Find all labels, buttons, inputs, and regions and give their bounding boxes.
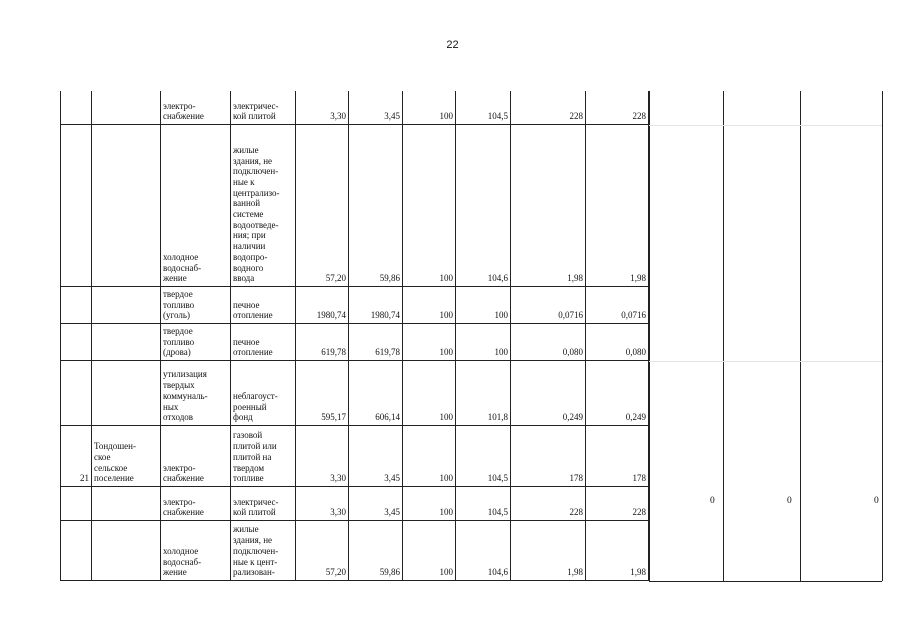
table-cell-settlement bbox=[92, 426, 161, 487]
table-cell-num bbox=[60, 426, 92, 487]
cell-text-v2: 619,78 bbox=[375, 347, 400, 358]
table-cell-v2 bbox=[349, 91, 403, 125]
table-cell-p2 bbox=[456, 125, 511, 287]
cell-text-service: электро- снабжение bbox=[163, 100, 204, 122]
cell-text-p1: 100 bbox=[439, 412, 453, 423]
cell-text-p2: 100 bbox=[494, 310, 508, 321]
table-cell-n1 bbox=[511, 426, 586, 487]
cell-text-category: газовой плитой или плитой на твердом топливе bbox=[233, 430, 277, 484]
table-cell-v2 bbox=[349, 487, 403, 521]
table-cell-service bbox=[161, 426, 231, 487]
table-cell-v1 bbox=[296, 287, 349, 324]
cell-text-p1: 100 bbox=[439, 347, 453, 358]
table-cell-service bbox=[161, 287, 231, 324]
cell-text-category: жилые здания, не подключен- ные к централизо- ванной системе водоотведе- ния; при наличии водопро- водного ввода bbox=[233, 144, 280, 284]
cell-text-category: печное отопление bbox=[233, 299, 273, 321]
table-cell-n1 bbox=[511, 287, 586, 324]
table-cell-num bbox=[60, 91, 92, 125]
cell-text-v1: 3,30 bbox=[330, 111, 346, 122]
table-cell-num bbox=[60, 125, 92, 287]
table-cell-n1 bbox=[511, 487, 586, 521]
table-cell-v1 bbox=[296, 521, 349, 581]
cell-text-p2: 104,5 bbox=[487, 507, 508, 518]
table-cell-p2 bbox=[456, 487, 511, 521]
table-cell-category bbox=[231, 521, 296, 581]
table-cell-settlement bbox=[92, 91, 161, 125]
table-cell-n2 bbox=[586, 487, 649, 521]
cell-text-n2: 228 bbox=[632, 507, 646, 518]
table-vertical-rule bbox=[800, 91, 801, 581]
cell-text-v1: 619,78 bbox=[321, 347, 346, 358]
table-cell-category bbox=[231, 487, 296, 521]
table-cell-category bbox=[231, 426, 296, 487]
table-cell-p2 bbox=[456, 324, 511, 361]
table-cell-service bbox=[161, 324, 231, 361]
cell-text-n2: 178 bbox=[632, 473, 646, 484]
cell-text-num: 21 bbox=[80, 473, 89, 484]
table-cell-n2 bbox=[586, 361, 649, 426]
table-cell-p1 bbox=[403, 426, 456, 487]
cell-text-v1: 1980,74 bbox=[316, 310, 346, 321]
table-vertical-rule bbox=[723, 91, 724, 581]
table-cell-n2 bbox=[586, 125, 649, 287]
table-cell-v2 bbox=[349, 125, 403, 287]
table-cell-n1 bbox=[511, 324, 586, 361]
table-cell-n2 bbox=[586, 287, 649, 324]
table-cell-v2 bbox=[349, 324, 403, 361]
cell-text-v1: 3,30 bbox=[330, 473, 346, 484]
table-cell-service bbox=[161, 361, 231, 426]
table-vertical-rule bbox=[649, 91, 650, 581]
cell-text-v2: 1980,74 bbox=[370, 310, 400, 321]
cell-text-n2: 1,98 bbox=[630, 567, 646, 578]
cell-text-category: неблагоуст- роенный фонд bbox=[233, 390, 278, 423]
cell-text-p2: 101,8 bbox=[487, 412, 508, 423]
table-cell-v1 bbox=[296, 324, 349, 361]
cell-text-n2: 0,249 bbox=[625, 412, 646, 423]
table-cell-service bbox=[161, 91, 231, 125]
table-cell-category bbox=[231, 361, 296, 426]
table-cell-num bbox=[60, 361, 92, 426]
cell-text-settlement: Тондошен- ское сельское поселение bbox=[94, 441, 136, 484]
cell-text-v1: 3,30 bbox=[330, 507, 346, 518]
table-cell-category bbox=[231, 91, 296, 125]
cell-text-v2: 59,86 bbox=[379, 567, 400, 578]
cell-text-v2: 3,45 bbox=[384, 473, 400, 484]
cell-text-v1: 57,20 bbox=[325, 273, 346, 284]
table-cell-n2 bbox=[586, 91, 649, 125]
table-horizontal-rule bbox=[649, 581, 882, 582]
table-cell-v1 bbox=[296, 125, 349, 287]
cell-text-service: электро- снабжение bbox=[163, 462, 204, 484]
table-cell-settlement bbox=[92, 287, 161, 324]
table-cell-v1 bbox=[296, 91, 349, 125]
table-cell-n1 bbox=[511, 125, 586, 287]
cell-text-v2: 3,45 bbox=[384, 111, 400, 122]
extra-column-value: 0 bbox=[710, 496, 715, 506]
cell-text-n1: 178 bbox=[569, 473, 583, 484]
table-cell-p1 bbox=[403, 125, 456, 287]
table-cell-service bbox=[161, 521, 231, 581]
cell-text-service: холодное водоснаб- жение bbox=[163, 545, 202, 578]
cell-text-n1: 1,98 bbox=[567, 567, 583, 578]
cell-text-n2: 228 bbox=[632, 111, 646, 122]
table-cell-n2 bbox=[586, 426, 649, 487]
cell-text-n1: 1,98 bbox=[567, 273, 583, 284]
table-cell-category bbox=[231, 287, 296, 324]
table-cell-p1 bbox=[403, 324, 456, 361]
table-cell-p1 bbox=[403, 487, 456, 521]
cell-text-p2: 104,6 bbox=[487, 567, 508, 578]
cell-text-n2: 0,080 bbox=[625, 347, 646, 358]
cell-text-n2: 0,0716 bbox=[621, 310, 646, 321]
table-cell-num bbox=[60, 324, 92, 361]
cell-text-n1: 0,080 bbox=[562, 347, 583, 358]
cell-text-p1: 100 bbox=[439, 273, 453, 284]
cell-text-p1: 100 bbox=[439, 310, 453, 321]
table-cell-n2 bbox=[586, 521, 649, 581]
table-cell-v2 bbox=[349, 361, 403, 426]
cell-text-v2: 3,45 bbox=[384, 507, 400, 518]
table-cell-p1 bbox=[403, 361, 456, 426]
table-cell-v2 bbox=[349, 287, 403, 324]
cell-text-p1: 100 bbox=[439, 111, 453, 122]
cell-text-category: жилые здания, не подключен- ные к цент- рализован- bbox=[233, 524, 279, 578]
cell-text-service: утилизация твердых коммуналь- ных отходов bbox=[163, 369, 208, 423]
table-cell-p2 bbox=[456, 361, 511, 426]
table-cell-p1 bbox=[403, 287, 456, 324]
cell-text-p2: 104,5 bbox=[487, 473, 508, 484]
cell-text-v1: 595,17 bbox=[321, 412, 346, 423]
table-cell-settlement bbox=[92, 361, 161, 426]
cell-text-v1: 57,20 bbox=[325, 567, 346, 578]
cell-text-p1: 100 bbox=[439, 507, 453, 518]
table-cell-v1 bbox=[296, 487, 349, 521]
table-cell-num bbox=[60, 487, 92, 521]
table-cell-n2 bbox=[586, 324, 649, 361]
table-cell-num bbox=[60, 521, 92, 581]
cell-text-n1: 0,0716 bbox=[558, 310, 583, 321]
cell-text-p1: 100 bbox=[439, 567, 453, 578]
cell-text-v2: 606,14 bbox=[375, 412, 400, 423]
table-vertical-rule bbox=[882, 91, 883, 581]
table-cell-v1 bbox=[296, 361, 349, 426]
cell-text-service: электро- снабжение bbox=[163, 496, 204, 518]
table-cell-service bbox=[161, 487, 231, 521]
table-cell-p1 bbox=[403, 521, 456, 581]
cell-text-n1: 228 bbox=[569, 507, 583, 518]
tariff-table bbox=[60, 91, 882, 581]
cell-text-service: холодное водоснаб- жение bbox=[163, 251, 202, 284]
table-horizontal-rule bbox=[649, 125, 882, 126]
cell-text-category: электричес- кой плитой bbox=[233, 100, 279, 122]
table-cell-p2 bbox=[456, 287, 511, 324]
page-number: 22 bbox=[446, 39, 459, 51]
cell-text-n1: 228 bbox=[569, 111, 583, 122]
cell-text-category: электричес- кой плитой bbox=[233, 496, 279, 518]
table-cell-p2 bbox=[456, 426, 511, 487]
table-cell-category bbox=[231, 125, 296, 287]
table-cell-num bbox=[60, 287, 92, 324]
cell-text-p1: 100 bbox=[439, 473, 453, 484]
table-cell-n1 bbox=[511, 91, 586, 125]
cell-text-p2: 100 bbox=[494, 347, 508, 358]
table-cell-settlement bbox=[92, 487, 161, 521]
table-cell-n1 bbox=[511, 521, 586, 581]
table-cell-service bbox=[161, 125, 231, 287]
table-cell-p2 bbox=[456, 91, 511, 125]
extra-column-value: 0 bbox=[874, 496, 879, 506]
table-cell-settlement bbox=[92, 125, 161, 287]
cell-text-category: печное отопление bbox=[233, 336, 273, 358]
table-cell-p1 bbox=[403, 91, 456, 125]
cell-text-v2: 59,86 bbox=[379, 273, 400, 284]
cell-text-service: твердое топливо (дрова) bbox=[163, 325, 195, 358]
table-cell-v1 bbox=[296, 426, 349, 487]
cell-text-n2: 1,98 bbox=[630, 273, 646, 284]
table-cell-v2 bbox=[349, 521, 403, 581]
table-cell-settlement bbox=[92, 521, 161, 581]
cell-text-n1: 0,249 bbox=[562, 412, 583, 423]
extra-column-value: 0 bbox=[787, 496, 792, 506]
table-cell-p2 bbox=[456, 521, 511, 581]
cell-text-p2: 104,5 bbox=[487, 111, 508, 122]
table-cell-v2 bbox=[349, 426, 403, 487]
table-cell-n1 bbox=[511, 361, 586, 426]
cell-text-p2: 104,6 bbox=[487, 273, 508, 284]
table-cell-settlement bbox=[92, 324, 161, 361]
table-horizontal-rule bbox=[649, 361, 882, 362]
cell-text-service: твердое топливо (уголь) bbox=[163, 288, 195, 321]
table-cell-category bbox=[231, 324, 296, 361]
